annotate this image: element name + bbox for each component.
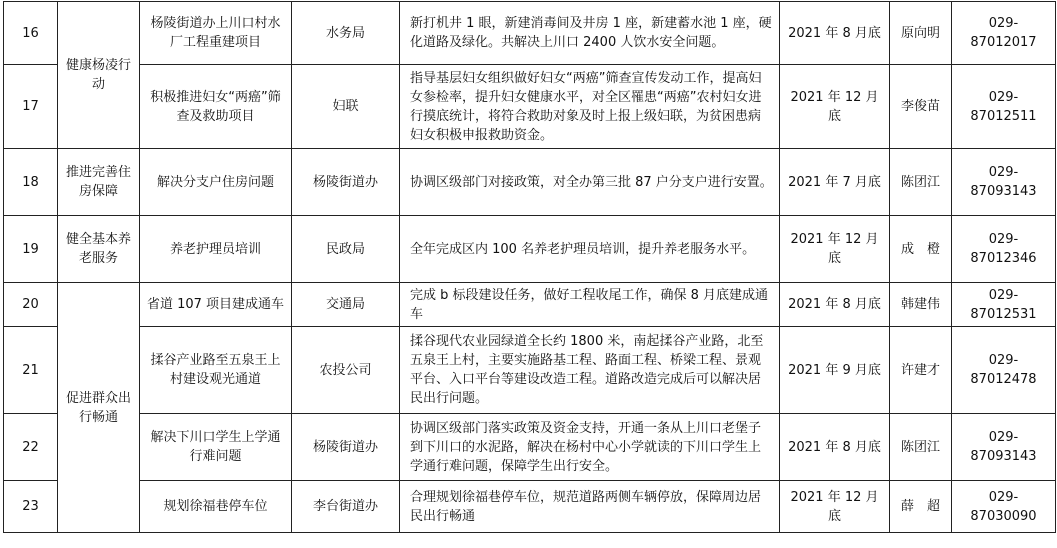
- phone-cell: 029-87093143: [952, 414, 1056, 481]
- task-cell: 杨陵街道办上川口村水厂工程重建项目: [140, 2, 292, 65]
- row-number: 17: [4, 65, 58, 149]
- person-cell: 原向明: [890, 2, 952, 65]
- category-cell: 推进完善住房保障: [58, 149, 140, 216]
- category-cell: 促进群众出行畅通: [58, 283, 140, 533]
- phone-cell: 029-87012511: [952, 65, 1056, 149]
- unit-cell: 农投公司: [292, 327, 400, 414]
- row-number: 16: [4, 2, 58, 65]
- deadline-cell: 2021 年 8 月底: [780, 2, 890, 65]
- row-number: 22: [4, 414, 58, 481]
- phone-cell: 029-87012478: [952, 327, 1056, 414]
- deadline-cell: 2021 年 7 月底: [780, 149, 890, 216]
- category-cell: 健全基本养老服务: [58, 216, 140, 283]
- person-cell: 成 橙: [890, 216, 952, 283]
- unit-cell: 民政局: [292, 216, 400, 283]
- task-cell: 规划徐福巷停车位: [140, 481, 292, 533]
- deadline-cell: 2021 年 8 月底: [780, 283, 890, 327]
- deadline-cell: 2021 年 8 月底: [780, 414, 890, 481]
- deadline-cell: 2021 年 12 月底: [780, 65, 890, 149]
- content-cell: 指导基层妇女组织做好妇女“两癌”筛查宣传发动工作，提高妇女参检率，提升妇女健康水平，对全区罹患“两癌”农村妇女进行摸底统计，将符合救助对象及时上报上级妇联，为贫困患病妇女积极申报救助资金。: [400, 65, 780, 149]
- unit-cell: 杨陵街道办: [292, 149, 400, 216]
- phone-cell: 029-87093143: [952, 149, 1056, 216]
- row-number: 20: [4, 283, 58, 327]
- phone-cell: 029-87012531: [952, 283, 1056, 327]
- table-row: [4, 414, 1056, 481]
- unit-cell: 妇联: [292, 65, 400, 149]
- table-row: [4, 283, 1056, 327]
- unit-cell: 交通局: [292, 283, 400, 327]
- table-row: [4, 327, 1056, 414]
- unit-cell: 李台街道办: [292, 481, 400, 533]
- phone-cell: 029-87012346: [952, 216, 1056, 283]
- deadline-cell: 2021 年 9 月底: [780, 327, 890, 414]
- table-row: [4, 216, 1056, 283]
- person-cell: 陈团江: [890, 414, 952, 481]
- deadline-cell: 2021 年 12 月底: [780, 216, 890, 283]
- unit-cell: 水务局: [292, 2, 400, 65]
- deadline-cell: 2021 年 12 月底: [780, 481, 890, 533]
- person-cell: 薛 超: [890, 481, 952, 533]
- row-number: 23: [4, 481, 58, 533]
- phone-cell: 029-87012017: [952, 2, 1056, 65]
- table-row: [4, 65, 1056, 149]
- content-cell: 合理规划徐福巷停车位，规范道路两侧车辆停放，保障周边居民出行畅通: [400, 481, 780, 533]
- phone-cell: 029-87030090: [952, 481, 1056, 533]
- row-number: 18: [4, 149, 58, 216]
- content-cell: 揉谷现代农业园绿道全长约 1800 米，南起揉谷产业路，北至五泉王上村，主要实施路基工程、路面工程、桥梁工程、景观平台、入口平台等建设改造工程。道路改造完成后可以解决居民出行问题。: [400, 327, 780, 414]
- person-cell: 李俊苗: [890, 65, 952, 149]
- table-row: [4, 2, 1056, 65]
- content-cell: 新打机井 1 眼，新建消毒间及井房 1 座，新建蓄水池 1 座，硬化道路及绿化。共解决上川口 2400 人饮水安全问题。: [400, 2, 780, 65]
- content-cell: 协调区级部门落实政策及资金支持，开通一条从上川口老堡子到下川口的水泥路，解决在杨村中心小学就读的下川口学生上学通行难问题，保障学生出行安全。: [400, 414, 780, 481]
- category-cell: 健康杨凌行动: [58, 2, 140, 149]
- person-cell: 陈团江: [890, 149, 952, 216]
- task-cell: 养老护理员培训: [140, 216, 292, 283]
- row-number: 19: [4, 216, 58, 283]
- content-cell: 协调区级部门对接政策，对全办第三批 87 户分支户进行安置。: [400, 149, 780, 216]
- task-cell: 省道 107 项目建成通车: [140, 283, 292, 327]
- task-cell: 揉谷产业路至五泉王上村建设观光通道: [140, 327, 292, 414]
- content-cell: 全年完成区内 100 名养老护理员培训，提升养老服务水平。: [400, 216, 780, 283]
- project-table: [3, 1, 1056, 533]
- task-cell: 积极推进妇女“两癌”筛查及救助项目: [140, 65, 292, 149]
- row-number: 21: [4, 327, 58, 414]
- task-cell: 解决下川口学生上学通行难问题: [140, 414, 292, 481]
- content-cell: 完成 b 标段建设任务，做好工程收尾工作，确保 8 月底建成通车: [400, 283, 780, 327]
- task-cell: 解决分支户住房问题: [140, 149, 292, 216]
- person-cell: 韩建伟: [890, 283, 952, 327]
- person-cell: 许建才: [890, 327, 952, 414]
- unit-cell: 杨陵街道办: [292, 414, 400, 481]
- table-row: [4, 149, 1056, 216]
- table-row: [4, 481, 1056, 533]
